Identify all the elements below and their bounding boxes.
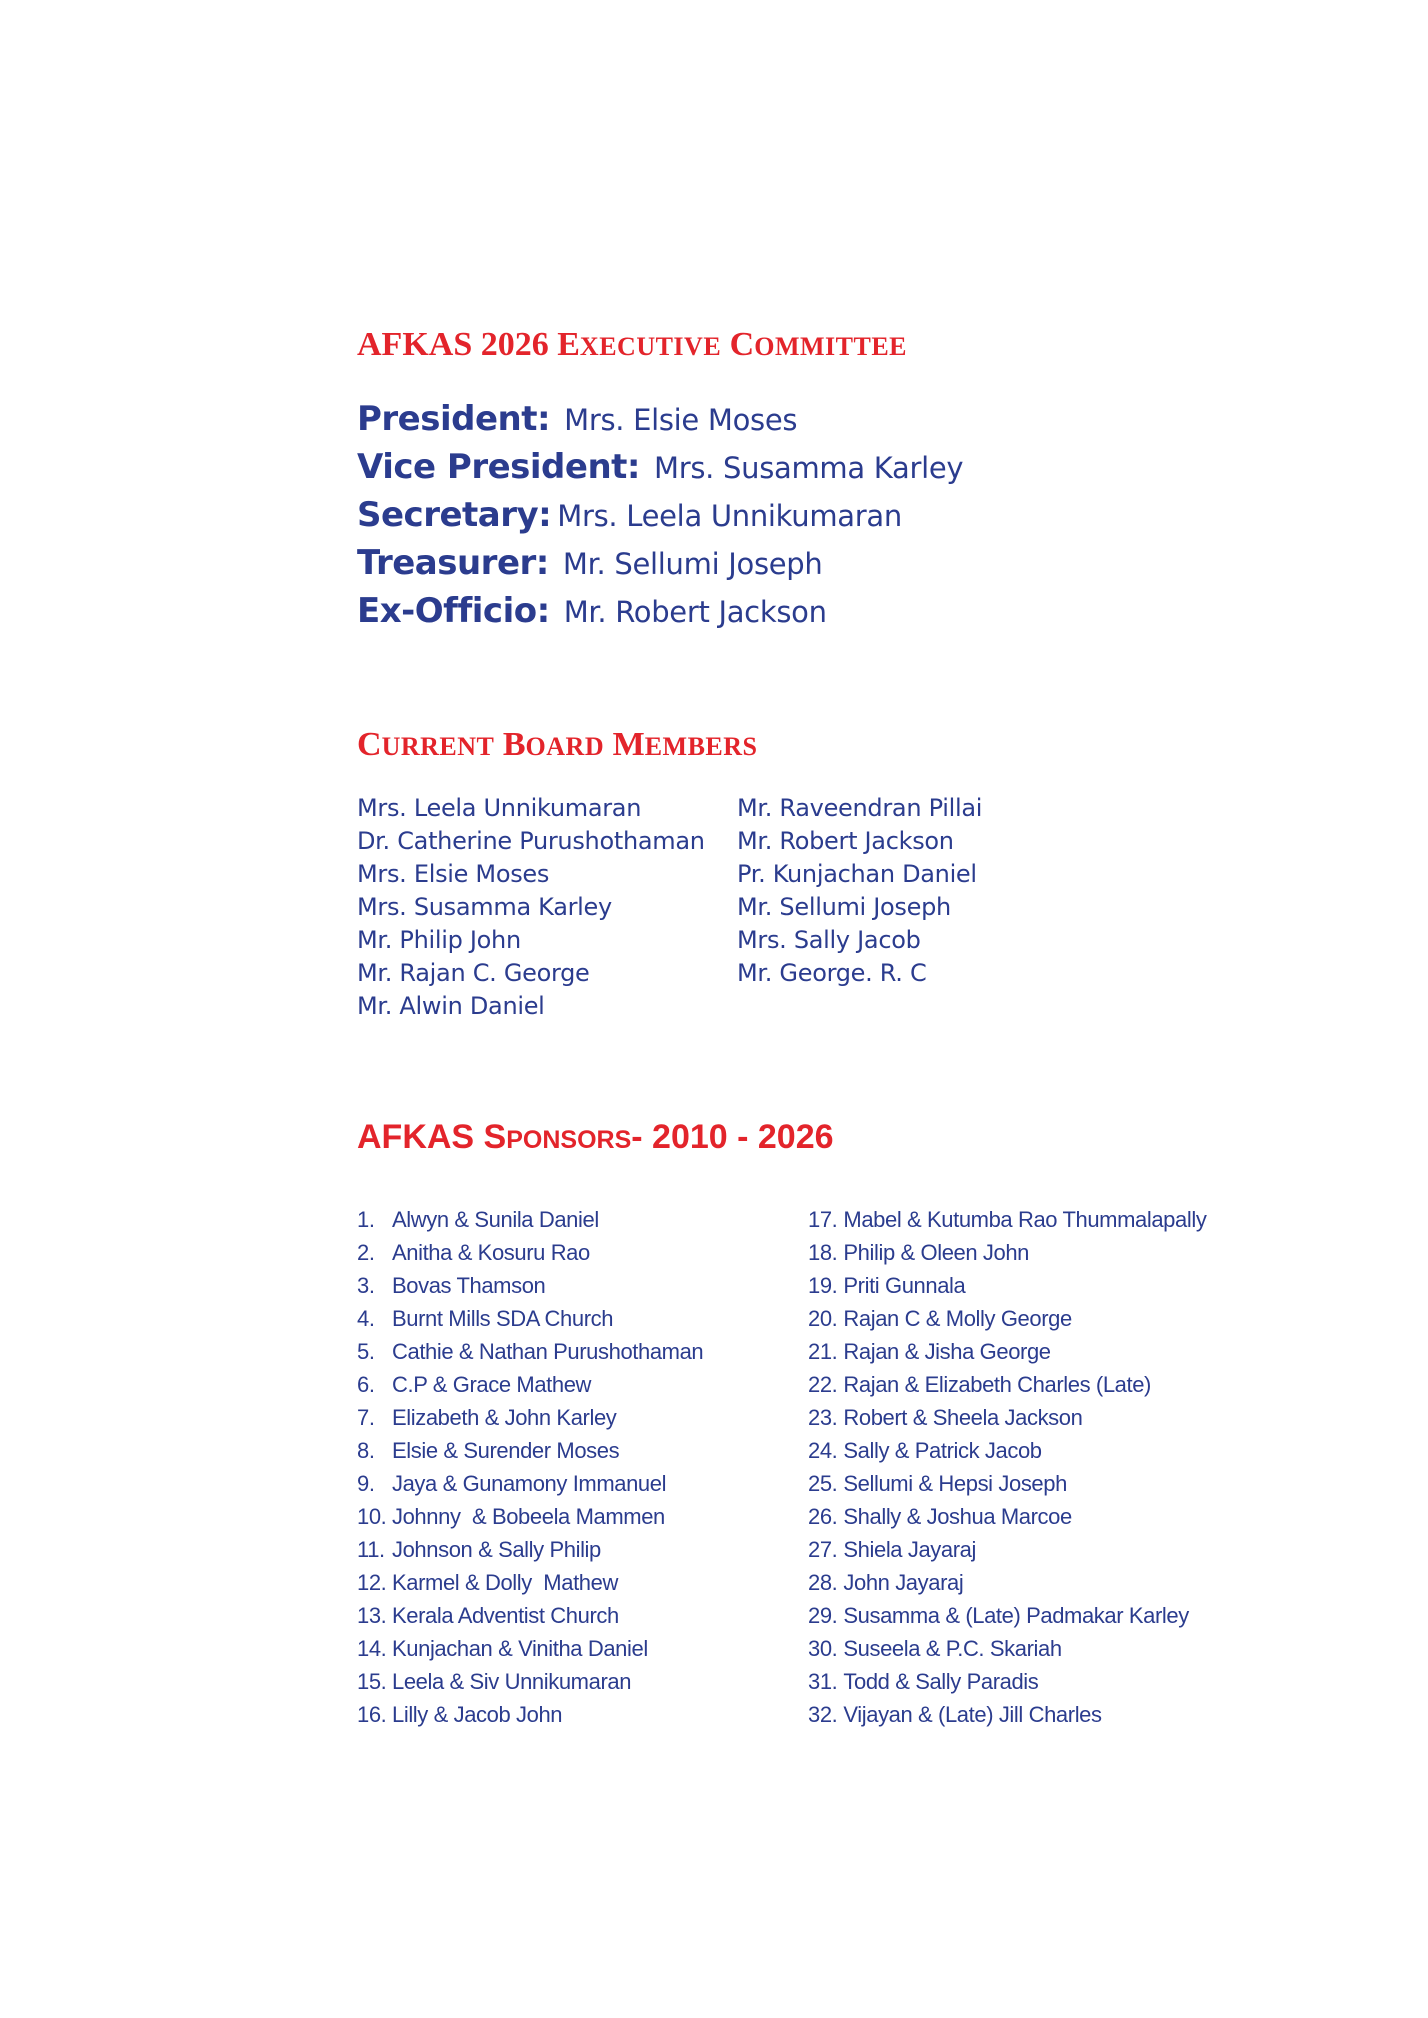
sponsor-name: Todd & Sally Paradis	[843, 1669, 1039, 1694]
sponsor-number: 14.	[357, 1636, 387, 1661]
sponsor-number: 28.	[808, 1570, 838, 1595]
sponsor-number: 31.	[808, 1669, 838, 1694]
sponsor-number: 27.	[808, 1537, 838, 1562]
sponsor-number: 29.	[808, 1603, 838, 1628]
sponsor-number: 25.	[808, 1471, 838, 1496]
executive-committee-heading	[357, 326, 907, 364]
sponsor-name: Kerala Adventist Church	[392, 1603, 619, 1628]
member-role: Ex-Officio:	[357, 591, 550, 631]
sponsor-number: 30.	[808, 1636, 838, 1661]
sponsor-item	[357, 1533, 703, 1566]
sponsor-item	[808, 1665, 1206, 1698]
executive-member	[357, 587, 963, 635]
executive-member	[357, 443, 963, 491]
sponsor-item	[808, 1698, 1206, 1731]
sponsor-name: Sally & Patrick Jacob	[843, 1438, 1042, 1463]
sponsor-name: Shiela Jayaraj	[843, 1537, 976, 1562]
heading-part: OARD	[525, 732, 605, 761]
sponsors-heading	[357, 1118, 834, 1157]
member-role: Vice President:	[357, 447, 641, 487]
sponsor-item	[808, 1500, 1206, 1533]
sponsor-number: 22.	[808, 1372, 838, 1397]
sponsor-name: Rajan C & Molly George	[843, 1306, 1072, 1331]
sponsor-name: Shally & Joshua Marcoe	[843, 1504, 1072, 1529]
sponsor-name: Johnny & Bobeela Mammen	[392, 1504, 665, 1529]
board-members-column-2	[737, 792, 982, 990]
heading-part: OMMITTEE	[754, 332, 908, 361]
board-members-heading	[357, 726, 758, 764]
sponsor-name: Leela & Siv Unnikumaran	[392, 1669, 632, 1694]
sponsor-number: 7.	[357, 1405, 375, 1430]
sponsors-column-2	[808, 1203, 1206, 1731]
executive-member	[357, 395, 963, 443]
board-member: Mr. Philip John	[357, 926, 521, 954]
sponsor-number: 18.	[808, 1240, 838, 1265]
heading-part: AFKAS S	[357, 1118, 507, 1156]
sponsor-item	[808, 1599, 1206, 1632]
board-member: Mr. Sellumi Joseph	[737, 893, 951, 921]
sponsor-item	[808, 1566, 1206, 1599]
sponsor-number: 4.	[357, 1306, 375, 1331]
heading-part: AFKAS 2026 E	[357, 326, 580, 363]
sponsor-item	[357, 1368, 703, 1401]
heading-part: C	[357, 726, 382, 763]
sponsor-number: 10.	[357, 1504, 387, 1529]
member-role: Treasurer:	[357, 543, 549, 583]
sponsor-item	[808, 1335, 1206, 1368]
board-member: Mrs. Leela Unnikumaran	[357, 794, 642, 822]
sponsors-column-1	[357, 1203, 703, 1731]
sponsor-name: Jaya & Gunamony Immanuel	[392, 1471, 667, 1496]
sponsor-number: 20.	[808, 1306, 838, 1331]
sponsor-name: John Jayaraj	[843, 1570, 964, 1595]
board-member: Mr. Raveendran Pillai	[737, 794, 983, 822]
sponsor-name: Bovas Thamson	[392, 1273, 546, 1298]
sponsor-name: Rajan & Jisha George	[843, 1339, 1051, 1364]
sponsor-item	[808, 1467, 1206, 1500]
sponsor-number: 19.	[808, 1273, 838, 1298]
sponsor-item	[357, 1203, 703, 1236]
board-member: Mrs. Sally Jacob	[737, 926, 921, 954]
executive-members-list	[357, 395, 963, 635]
member-name: Mrs. Leela Unnikumaran	[557, 499, 902, 533]
sponsor-number: 6.	[357, 1372, 375, 1397]
sponsor-item	[808, 1434, 1206, 1467]
board-member: Mr. Robert Jackson	[737, 827, 954, 855]
heading-part: B	[494, 726, 526, 763]
sponsor-name: Sellumi & Hepsi Joseph	[843, 1471, 1067, 1496]
sponsor-number: 13.	[357, 1603, 387, 1628]
heading-part: XECUTIVE	[579, 332, 722, 361]
sponsor-item	[357, 1698, 703, 1731]
sponsor-item	[808, 1236, 1206, 1269]
sponsor-name: Kunjachan & Vinitha Daniel	[392, 1636, 648, 1661]
sponsor-item	[357, 1467, 703, 1500]
sponsor-number: 3.	[357, 1273, 375, 1298]
sponsor-number: 5.	[357, 1339, 375, 1364]
sponsor-name: Priti Gunnala	[843, 1273, 966, 1298]
sponsor-item	[808, 1401, 1206, 1434]
sponsor-name: Anitha & Kosuru Rao	[392, 1240, 590, 1265]
executive-member	[357, 491, 963, 539]
board-member: Dr. Catherine Purushothaman	[357, 827, 705, 855]
sponsor-item	[357, 1434, 703, 1467]
sponsor-number: 17.	[808, 1207, 838, 1232]
heading-part: EMBERS	[644, 732, 758, 761]
sponsor-name: Elizabeth & John Karley	[392, 1405, 617, 1430]
sponsor-item	[357, 1500, 703, 1533]
sponsor-number: 15.	[357, 1669, 387, 1694]
sponsor-number: 26.	[808, 1504, 838, 1529]
sponsor-number: 16.	[357, 1702, 387, 1727]
sponsor-item	[808, 1203, 1206, 1236]
sponsor-name: Cathie & Nathan Purushothaman	[392, 1339, 704, 1364]
sponsor-name: Alwyn & Sunila Daniel	[392, 1207, 599, 1232]
heading-part: - 2010 - 2026	[631, 1118, 834, 1156]
executive-member	[357, 539, 963, 587]
member-name: Mr. Robert Jackson	[563, 595, 827, 629]
member-role: President:	[357, 399, 551, 439]
sponsor-name: Suseela & P.C. Skariah	[843, 1636, 1062, 1661]
sponsor-number: 21.	[808, 1339, 838, 1364]
sponsor-number: 32.	[808, 1702, 838, 1727]
sponsor-item	[808, 1533, 1206, 1566]
sponsor-item	[357, 1665, 703, 1698]
member-name: Mrs. Elsie Moses	[564, 403, 798, 437]
sponsor-item	[357, 1236, 703, 1269]
board-member: Mr. George. R. C	[737, 959, 927, 987]
sponsor-name: Burnt Mills SDA Church	[392, 1306, 614, 1331]
sponsor-name: Philip & Oleen John	[843, 1240, 1030, 1265]
sponsor-name: Vijayan & (Late) Jill Charles	[843, 1702, 1102, 1727]
sponsor-number: 9.	[357, 1471, 375, 1496]
board-member: Mrs. Susamma Karley	[357, 893, 612, 921]
sponsor-item	[357, 1335, 703, 1368]
sponsor-name: Susamma & (Late) Padmakar Karley	[843, 1603, 1189, 1628]
board-member: Pr. Kunjachan Daniel	[737, 860, 977, 888]
sponsor-name: Lilly & Jacob John	[392, 1702, 563, 1727]
sponsor-name: C.P & Grace Mathew	[392, 1372, 592, 1397]
heading-part: C	[721, 326, 755, 363]
sponsor-number: 8.	[357, 1438, 375, 1463]
sponsor-item	[357, 1269, 703, 1302]
sponsor-item	[357, 1632, 703, 1665]
sponsor-item	[357, 1401, 703, 1434]
sponsor-item	[357, 1566, 703, 1599]
sponsor-item	[357, 1599, 703, 1632]
heading-part: URRENT	[381, 732, 495, 761]
sponsor-number: 2.	[357, 1240, 375, 1265]
sponsor-name: Robert & Sheela Jackson	[843, 1405, 1083, 1430]
sponsor-name: Mabel & Kutumba Rao Thummalapally	[843, 1207, 1207, 1232]
sponsor-name: Elsie & Surender Moses	[392, 1438, 620, 1463]
sponsor-number: 12.	[357, 1570, 387, 1595]
sponsor-number: 24.	[808, 1438, 838, 1463]
sponsor-name: Rajan & Elizabeth Charles (Late)	[843, 1372, 1151, 1397]
member-name: Mrs. Susamma Karley	[654, 451, 964, 485]
sponsor-number: 11.	[357, 1537, 385, 1562]
sponsor-item	[808, 1302, 1206, 1335]
board-member: Mrs. Elsie Moses	[357, 860, 550, 888]
sponsor-name: Johnson & Sally Philip	[392, 1537, 601, 1562]
sponsor-number: 23.	[808, 1405, 838, 1430]
heading-part: PONSORS	[506, 1126, 632, 1154]
board-member: Mr. Alwin Daniel	[357, 992, 545, 1020]
sponsor-item	[808, 1368, 1206, 1401]
board-members-column-1	[357, 792, 705, 1023]
sponsor-name: Karmel & Dolly Mathew	[392, 1570, 618, 1595]
heading-part: M	[604, 726, 645, 763]
member-name: Mr. Sellumi Joseph	[562, 547, 823, 581]
sponsor-item	[357, 1302, 703, 1335]
board-member: Mr. Rajan C. George	[357, 959, 590, 987]
sponsor-item	[808, 1632, 1206, 1665]
sponsor-item	[808, 1269, 1206, 1302]
member-role: Secretary:	[357, 495, 552, 535]
sponsor-number: 1.	[357, 1207, 375, 1232]
